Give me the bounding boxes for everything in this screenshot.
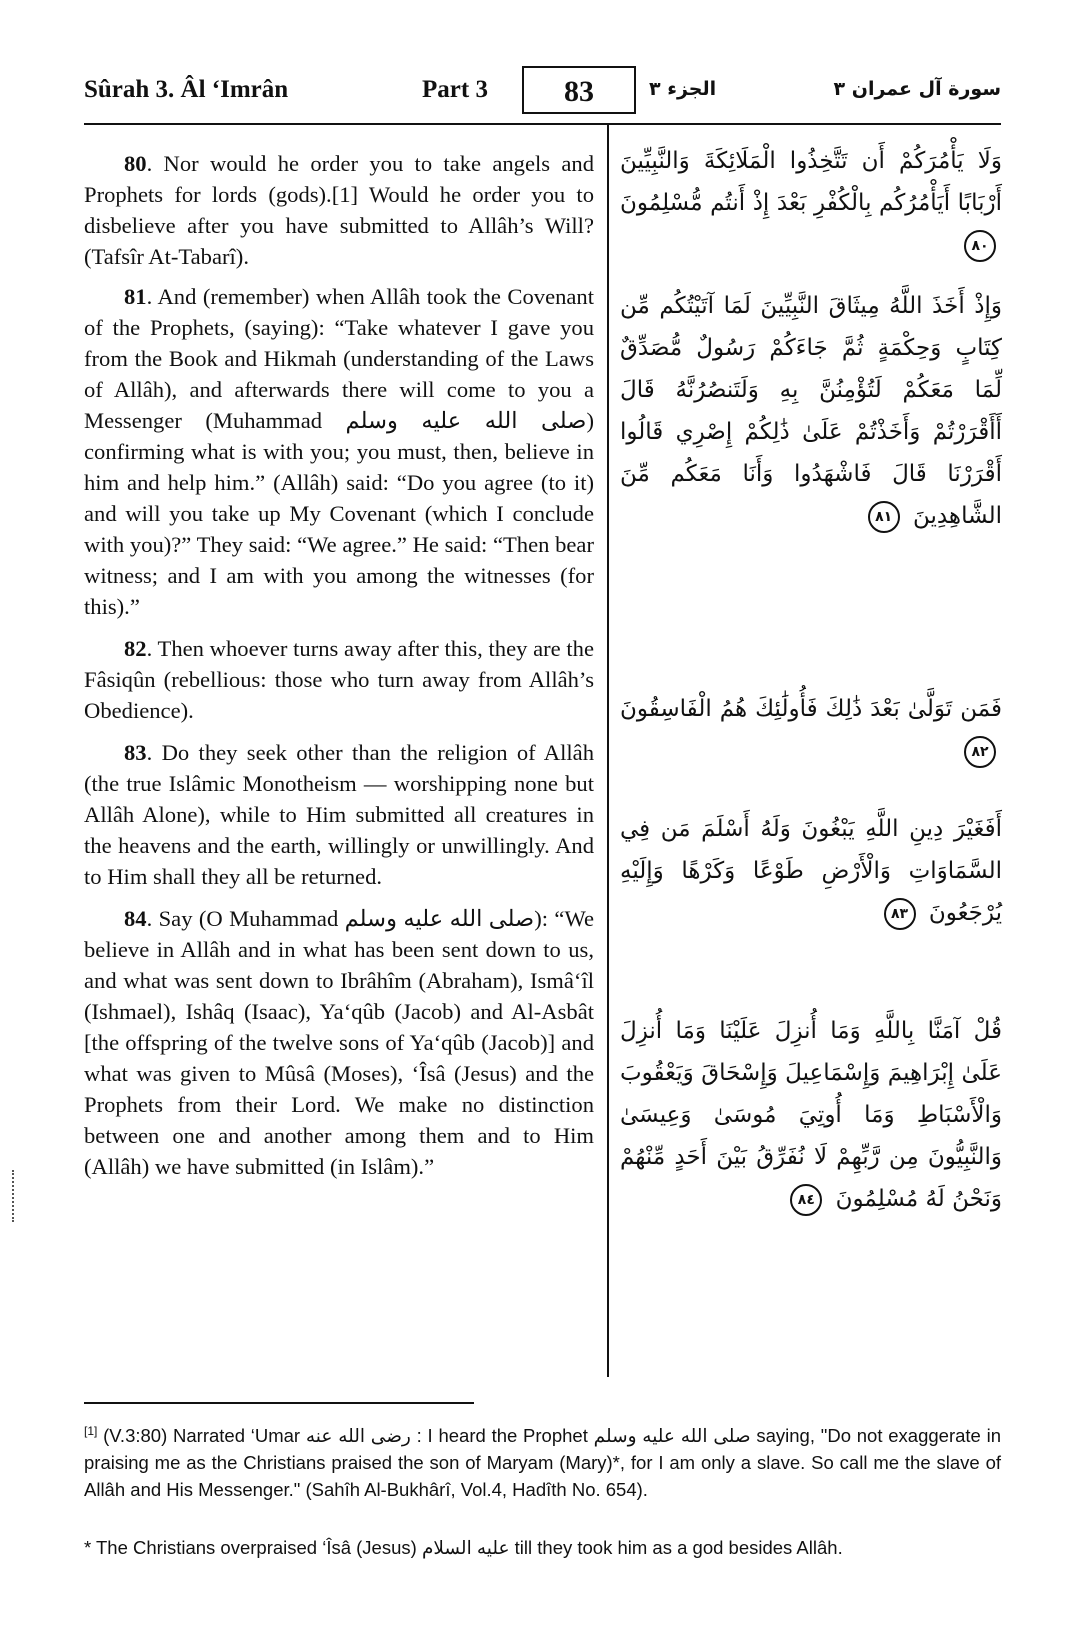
verse-82-english: 82. Then whoever turns away after this, they are the Fâsiqûn (rebellious: those who turn away from Allâh’s Obedience). bbox=[84, 636, 594, 723]
footnote-2: * The Christians overpraised ‘Îsâ (Jesus) عليه السلام till they took him as a god besides Allâh. bbox=[84, 1537, 843, 1558]
footnote-rule bbox=[84, 1402, 474, 1404]
juz-label-arabic: الجزء ٣ bbox=[649, 78, 717, 100]
scan-edge-marks bbox=[12, 1170, 16, 1222]
ayah-end-marker: ٨١ bbox=[868, 501, 900, 533]
verse-81-arabic: وَإِذْ أَخَذَ اللَّهُ مِيثَاقَ النَّبِيِّينَ لَمَا آتَيْتُكُم مِّن كِتَابٍ وَحِكْمَةٍ ثُمَّ جَاءَكُمْ رَسُولٌ مُّصَدِّقٌ لِّمَا مَعَكُمْ لَتُؤْمِنُنَّ بِهِ وَلَتَنصُرُنَّهُ قَالَ أَأَقْرَرْتُمْ وَأَخَذْتُمْ عَلَىٰ ذَٰلِكُمْ إِصْرِي قَالُوا أَقْرَرْنَا قَالَ فَاشْهَدُوا وَأَنَا مَعَكُم مِّنَ الشَّاهِدِينَ ٨١ bbox=[620, 285, 1002, 537]
surah-title: Sûrah 3. Âl ‘Imrân bbox=[84, 76, 289, 103]
part-label: Part 3 bbox=[422, 76, 488, 103]
verse-80-english: 80. Nor would he order you to take angels and Prophets for lords (gods).[1] Would he order you to disbelieve after you have submitted to Allâh’s Will? (Tafsîr At-Tabarî). bbox=[84, 151, 594, 269]
verse-81-english: 81. And (remember) when Allâh took the Covenant of the Prophets, (saying): “Take whatever I gave you from the Book and Hikmah (understanding of the Laws of Allâh), and afterwards there will come to you a Messenger (Muhammad صلى الله عليه وسلم) confirming what is with you; you must, then, believe in him and help him.” (Allâh) said: “Do you agree (to it) and will you take up My Covenant (which I conclude with you)?” They said: “We agree.” He said: “Then bear witness; and I am with you among the witnesses (for this).” bbox=[84, 284, 594, 619]
header-rule bbox=[84, 123, 1001, 125]
page-number: 83 bbox=[522, 66, 636, 114]
surah-title-arabic: سورة آل عمران ٣ bbox=[833, 78, 1001, 100]
footnote-1: [1] (V.3:80) Narrated ‘Umar رضى الله عنه : I heard the Prophet صلى الله عليه وسلم saying, "Do not exaggerate in praising me as the Christians praised the son of Maryam (Mary)*, for I am only a slave. So call me the slave of Allâh and His Messenger." (Sahîh Al-Bukhârî, Vol.4, Hadîth No. 654). bbox=[84, 1424, 1002, 1501]
footnote-marker: [1] bbox=[84, 1424, 98, 1438]
verse-83-english: 83. Do they seek other than the religion of Allâh (the true Islâmic Monotheism — worshipping none but Allâh Alone), while to Him submitted all creatures in the heavens and the earth, willingly or unwillingly. And to Him shall they all be returned. bbox=[84, 740, 594, 889]
ayah-end-marker: ٨٤ bbox=[790, 1184, 822, 1216]
verse-84-arabic: قُلْ آمَنَّا بِاللَّهِ وَمَا أُنزِلَ عَلَيْنَا وَمَا أُنزِلَ عَلَىٰ إِبْرَاهِيمَ وَإِسْمَاعِيلَ وَإِسْحَاقَ وَيَعْقُوبَ وَالْأَسْبَاطِ وَمَا أُوتِيَ مُوسَىٰ وَعِيسَىٰ وَالنَّبِيُّونَ مِن رَّبِّهِمْ لَا نُفَرِّقُ بَيْنَ أَحَدٍ مِّنْهُمْ وَنَحْنُ لَهُ مُسْلِمُونَ ٨٤ bbox=[620, 1010, 1002, 1220]
verse-83-arabic: أَفَغَيْرَ دِينِ اللَّهِ يَبْغُونَ وَلَهُ أَسْلَمَ مَن فِي السَّمَاوَاتِ وَالْأَرْضِ طَوْعًا وَكَرْهًا وَإِلَيْهِ يُرْجَعُونَ ٨٣ bbox=[620, 808, 1002, 934]
verse-80-arabic: وَلَا يَأْمُرَكُمْ أَن تَتَّخِذُوا الْمَلَائِكَةَ وَالنَّبِيِّينَ أَرْبَابًا أَيَأْمُرُكُم بِالْكُفْرِ بَعْدَ إِذْ أَنتُم مُّسْلِمُونَ ٨٠ bbox=[620, 140, 1002, 266]
verse-82-arabic: فَمَن تَوَلَّىٰ بَعْدَ ذَٰلِكَ فَأُولَٰئِكَ هُمُ الْفَاسِقُونَ ٨٢ bbox=[620, 688, 1002, 772]
ayah-end-marker: ٨٢ bbox=[964, 736, 996, 768]
ayah-end-marker: ٨٣ bbox=[884, 898, 916, 930]
column-divider bbox=[607, 125, 609, 1377]
page-header bbox=[84, 66, 1001, 114]
english-column bbox=[84, 148, 594, 1182]
ayah-end-marker: ٨٠ bbox=[964, 230, 996, 262]
verse-84-english: 84. Say (O Muhammad صلى الله عليه وسلم): “We believe in Allâh and in what has been sent down to us, and what was sent down to Ibrâhîm (Abraham), Ismâ‘îl (Ishmael), Ishâq (Isaac), Ya‘qûb (Jacob) and Al-Asbât [the offspring of the twelve sons of Ya‘qûb (Jacob)] and what was given to Mûsâ (Moses), ‘Îsâ (Jesus) and the Prophets from their Lord. We make no distinction between one and another among them and to Him (Allâh) we have submitted (in Islâm).” bbox=[84, 906, 594, 1179]
